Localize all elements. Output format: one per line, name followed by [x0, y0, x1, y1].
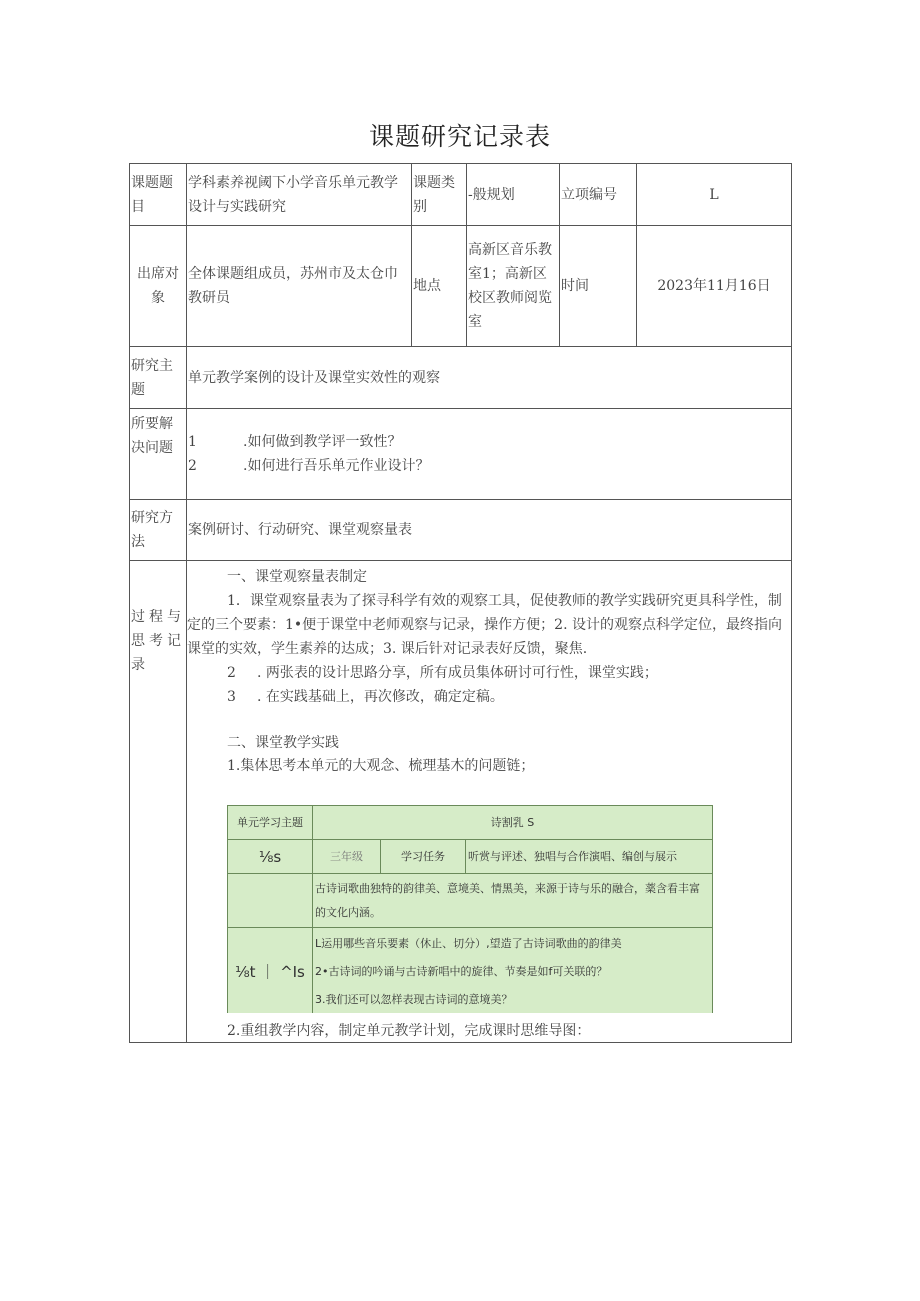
grade-value: 三年级 [313, 840, 381, 874]
section2-title: 二、课堂教学实践 [227, 735, 339, 751]
question-chain-list [313, 928, 713, 1014]
paragraph-5: 2.重组教学内容，制定单元教学计划，完成课时思维导图： [227, 1023, 591, 1039]
attendees-label: 出席对象 [130, 226, 187, 347]
page-title: 课题研究记录表 [368, 122, 551, 151]
question-chain-row [228, 928, 713, 1014]
question-item: 3.我们还可以忽样表现古诗词的意境美？ [315, 993, 513, 1006]
attendees-value: 全体课题组成员，苏州市及太仓巾教研员 [187, 226, 412, 347]
time-value: 2023年11月16日 [637, 226, 792, 347]
paragraph-2: 2 . 两张表的设计思路分享，所有成员集体研讨可行性，课堂实践； [227, 665, 658, 681]
grade-label: ⅛s [228, 840, 313, 874]
question-item: 2•古诗词的吟诵与古诗新唱中的旋律、节奏是如f可关联的？ [315, 965, 608, 978]
paragraph-4: 1.集体思考本单元的大观念、梳理基木的问题链； [227, 758, 535, 774]
project-no-value: L [637, 164, 792, 226]
place-label: 地点 [412, 226, 467, 347]
unit-theme-label: 单元学习主题 [228, 806, 313, 840]
task-label: 学习任务 [381, 840, 466, 874]
question-item: L运用哪些音乐要素（休止、切分）,望造了古诗词歌曲的韵律美 [315, 937, 622, 950]
paragraph-3: 3 . 在实践基础上，再次修改，确定定稿。 [227, 689, 504, 705]
time-label: 时间 [560, 226, 637, 347]
process-label: 过程与思考记录 [130, 561, 187, 1043]
grade-task-row [228, 840, 713, 874]
unit-plan-table-clip [227, 805, 714, 1013]
section1-title: 一、课堂观察量表制定 [227, 569, 367, 585]
unit-theme-value: 诗割乳 S [313, 806, 713, 840]
row-method [130, 500, 792, 561]
task-value: 听赏与评述、独唱与合作演唱、编创与展示 [466, 840, 713, 874]
big-idea-label-cell [228, 874, 313, 928]
problems-label: 所要解决问题 [130, 409, 187, 500]
project-no-label: 立项编号 [560, 164, 637, 226]
problems-list [187, 409, 792, 500]
big-idea-value: 古诗词歌曲独特的韵律美、意境美、情黑美，来源于诗与乐的融合，薬含看丰富的文化内涵。 [313, 874, 713, 928]
research-theme-value: 单元教学案例的设计及课堂实效性的观察 [187, 347, 792, 409]
record-table [129, 163, 792, 1043]
method-label: 研究方法 [130, 500, 187, 561]
row-attendees [130, 226, 792, 347]
row-research-theme [130, 347, 792, 409]
topic-label: 课题题目 [130, 164, 187, 226]
big-idea-row [228, 874, 713, 928]
research-theme-label: 研究主题 [130, 347, 187, 409]
problem-item: 2 .如何进行吾乐单元作业设计？ [188, 458, 430, 474]
row-problems [130, 409, 792, 500]
unit-theme-row [228, 806, 713, 840]
question-chain-label: ⅛t ｜ ^Is [228, 928, 313, 1014]
unit-plan-table [227, 805, 713, 1013]
row-process [130, 561, 792, 1043]
paragraph-1: 1．课堂观察量表为了探寻科学有效的观察工具，促使教师的教学实践研究更具科学性，制定的三个要素：1•便于课堂中老师观察与记录，操作方便；2. 设计的观察点科学定位，最终指向课堂的实效，学生素养的达成；3. 课后针对记录表好反馈，聚焦. [187, 593, 782, 657]
topic-value: 学科素养视阈下小学音乐单元教学设计与实践研究 [187, 164, 412, 226]
row-topic [130, 164, 792, 226]
category-value: -般规划 [467, 164, 560, 226]
method-value: 案例研讨、行动研究、课堂观察量表 [187, 500, 792, 561]
category-label: 课题类别 [412, 164, 467, 226]
place-value: 高新区音乐教室1；高新区校区教师阅览室 [467, 226, 560, 347]
process-content [187, 561, 792, 1043]
problem-item: 1 .如何做到教学评一致性？ [188, 434, 402, 450]
